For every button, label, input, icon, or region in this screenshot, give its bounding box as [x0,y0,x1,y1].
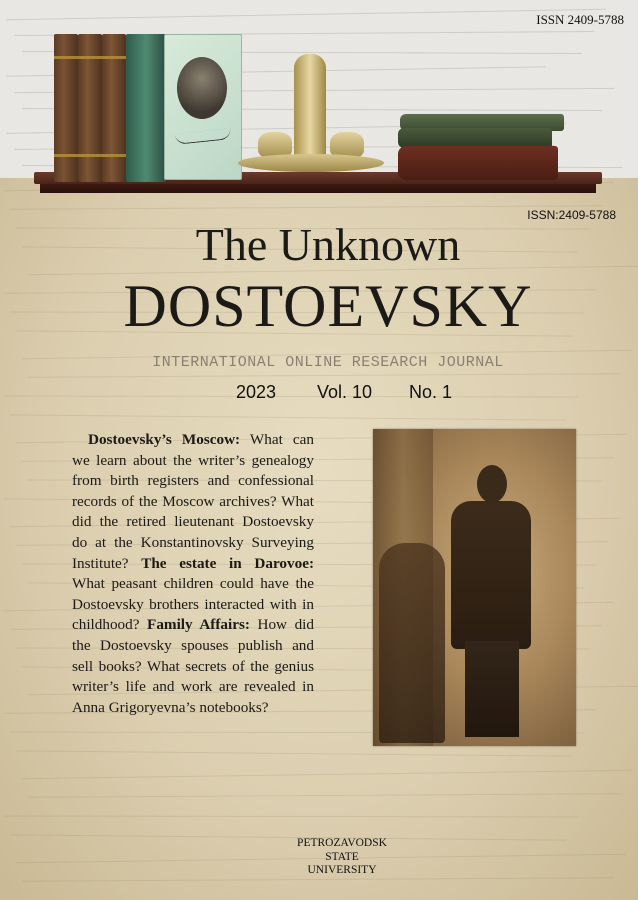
spine-band [54,56,78,59]
issue-volume: Vol. 10 [317,382,373,402]
journal-title-line-2: DOSTOEVSKY [123,273,533,339]
issue-year: 2023 [236,382,277,402]
portrait-illustration [177,57,227,119]
handwriting-stroke [6,9,606,20]
stacked-book-bottom [398,146,558,180]
handwriting-stroke [4,815,578,817]
photo-figure-body [451,501,531,649]
publisher-name [0,837,638,878]
issue-info [0,382,638,406]
section-text-family-affairs: How did the Dostoevsky spouses publish and sell books? What secrets of the genius writer’s life and work are revealed in Anna Grigoryevna’s notebooks? [72,616,314,716]
book-spine-1 [54,34,78,182]
spine-band [102,154,126,157]
statuette [294,54,326,158]
photo-figure-legs [465,641,519,737]
issue-abstract [72,430,314,718]
book-spine-2 [78,34,102,182]
spine-band [102,56,126,59]
photo-figure-head [477,465,507,503]
inkstand-base [238,154,384,172]
handwriting-stroke [10,414,566,420]
section-text-moscow: What can we learn about the writer’s genealogy from birth registers and confessional records of the Moscow archives? What did the retired lieutenant Dostoevsky do at the Konstantinovsky Surveying Institute? [72,431,314,572]
handwriting-stroke [28,793,620,798]
signature-illustration [175,128,232,145]
journal-title-line-1: The Unknown [195,219,461,270]
spine-band [78,56,102,59]
issn-top: ISSN 2409-5788 [536,12,624,27]
handwriting-stroke [22,877,614,882]
photo-chair [379,543,445,743]
handwriting-stroke [22,770,632,780]
handwriting-stroke [10,205,602,210]
historical-portrait-photo [373,429,576,746]
issn-secondary: ISSN:2409-5788 [527,208,616,222]
stacked-book-middle [398,128,552,148]
book-cover-portrait [164,34,242,180]
book-spine-green [126,34,166,182]
journal-subtitle: INTERNATIONAL ONLINE RESEARCH JOURNAL [152,354,504,371]
handwriting-stroke [28,373,620,378]
shelf-front [40,184,596,193]
section-heading-darovoe: The estate in Darovoe: [141,554,314,572]
publisher-line-1: PETROZAVODSK [297,837,387,849]
publisher-line-2: STATE [325,850,359,863]
issue-number: No. 1 [409,382,453,402]
spine-band [78,154,102,157]
book-spine-3 [102,34,126,182]
handwriting-stroke [16,750,572,756]
section-heading-moscow: Dostoevsky’s Moscow: [88,431,241,448]
section-text-darovoe: What peasant children could have the Dostoevsky brothers interacted with in childhood? [72,575,314,634]
publisher-line-3: UNIVERSITY [307,864,377,876]
section-heading-family-affairs: Family Affairs: [147,616,250,634]
inkstand-ornament [238,54,384,172]
spine-band [54,154,78,157]
